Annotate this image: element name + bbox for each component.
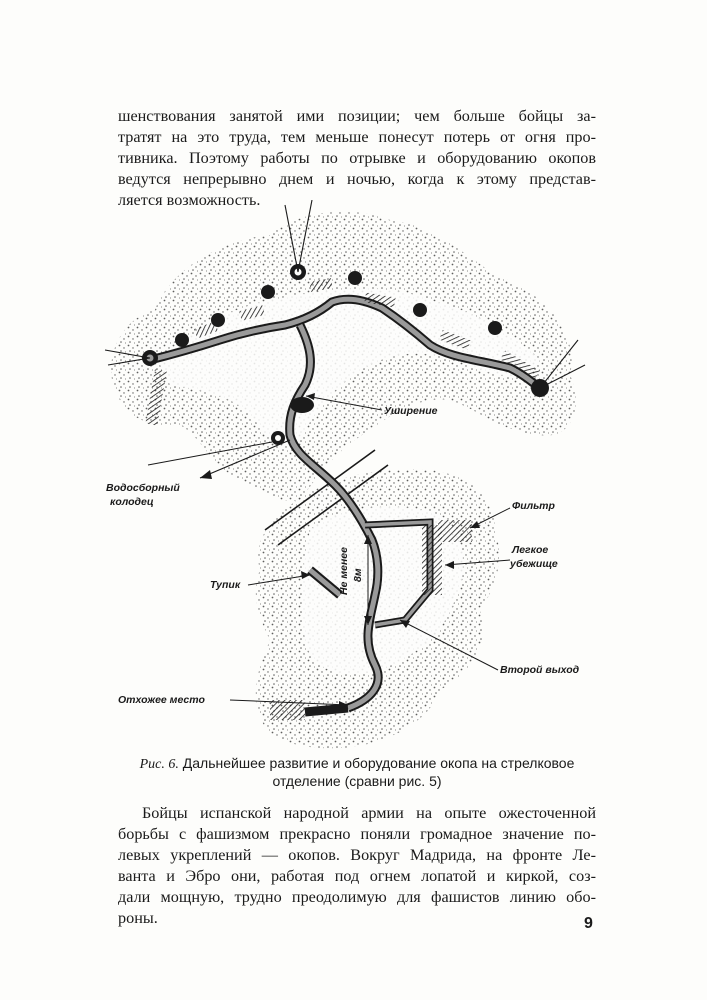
caption-line1: Дальнейшее развитие и оборудование окопа на стрелковое <box>182 755 575 771</box>
text-line: тивника. Поэтому работы по отрывке и оборудованию окопов <box>118 149 596 167</box>
text-line: борьбы с фашизмом прекрасно поняли громадное значение по- <box>118 825 596 843</box>
text-line: ведутся непрерывно днем и ночью, когда к этому представ- <box>118 170 596 188</box>
label-latrine: Отхожее место <box>118 694 205 706</box>
figure-caption <box>118 755 596 790</box>
body-paragraph-bottom <box>118 803 596 929</box>
text-line: левых укреплений — окопов. Вокруг Мадрида, на фронте Ле- <box>118 846 596 864</box>
label-shelter-line2: убежище <box>510 558 558 570</box>
label-second-exit: Второй выход <box>500 664 580 676</box>
label-widening: Уширение <box>384 405 438 417</box>
trench-diagram <box>100 200 600 755</box>
caption-line2: отделение (сравни рис. 5) <box>272 773 442 789</box>
caption-figure-number: Рис. 6. <box>139 757 179 772</box>
firing-cell <box>261 285 275 299</box>
firing-cell <box>488 321 502 335</box>
label-distance-line2: 8м <box>352 568 364 582</box>
text-line: Бойцы испанской народной армии на опыте ожесточенной <box>142 804 596 822</box>
widening-pit <box>290 397 314 413</box>
label-filter: Фильтр <box>512 500 555 512</box>
label-dead-end: Тупик <box>210 579 241 591</box>
body-paragraph-top <box>118 106 596 211</box>
firing-cell <box>348 271 362 285</box>
label-water-well-line1: Водосборный <box>106 482 180 494</box>
label-shelter-line1: Легкое <box>512 544 549 556</box>
label-water-well-line2: колодец <box>110 496 154 508</box>
text-line: ванта и Эбро они, работая под огнем лопатой и киркой, соз- <box>118 867 596 885</box>
text-line: тратят на это труда, тем меньше понесут потерь от огня про- <box>118 128 596 146</box>
filter <box>438 520 472 542</box>
page-number: 9 <box>584 915 593 932</box>
firing-cell <box>175 333 189 347</box>
label-distance-line1: Не менее <box>338 547 350 595</box>
text-line: роны. <box>118 909 158 927</box>
latrine-trench <box>305 708 348 712</box>
firing-cell <box>413 303 427 317</box>
text-line: дали мощную, трудно преодолимую для фашистов линию обо- <box>118 888 596 906</box>
text-line: ляется возможность. <box>118 191 261 209</box>
text-line: шенствования занятой ими позиции; чем больше бойцы за- <box>118 107 596 125</box>
